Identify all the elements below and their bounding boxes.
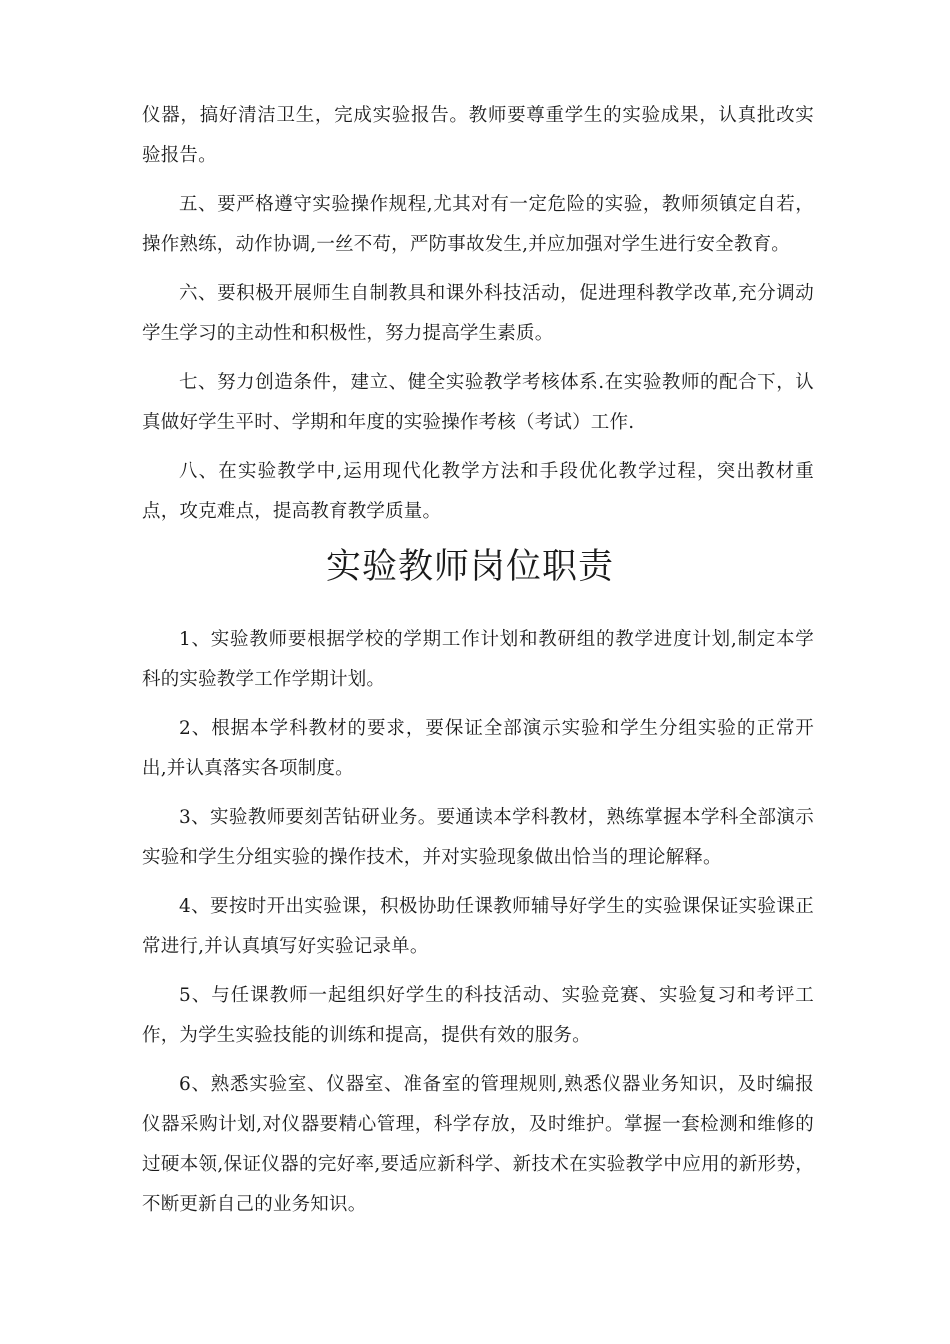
rule-five: 五、要严格遵守实验操作规程,尤其对有一定危险的实验，教师须镇定自若，操作熟练，动作协调,一丝不苟，严防事故发生,并应加强对学生进行安全教育。	[142, 194, 814, 255]
document-page	[142, 96, 814, 1225]
duty-5: 5、与任课教师一起组织好学生的科技活动、实验竞赛、实验复习和考评工作，为学生实验技能的训练和提高，提供有效的服务。	[142, 985, 814, 1046]
duty-3: 3、实验教师要刻苦钻研业务。要通读本学科教材，熟练掌握本学科全部演示实验和学生分组实验的操作技术，并对实验现象做出恰当的理论解释。	[142, 807, 814, 868]
duty-1: 1、实验教师要根据学校的学期工作计划和教研组的教学进度计划,制定本学科的实验教学工作学期计划。	[142, 629, 814, 690]
rule-eight: 八、在实验教学中,运用现代化教学方法和手段优化教学过程，突出教材重点，攻克难点，提高教育教学质量。	[142, 461, 814, 522]
duty-4: 4、要按时开出实验课，积极协助任课教师辅导好学生的实验课保证实验课正常进行,并认真填写好实验记录单。	[142, 896, 814, 957]
duty-2: 2、根据本学科教材的要求，要保证全部演示实验和学生分组实验的正常开出,并认真落实各项制度。	[142, 718, 814, 779]
duty-6: 6、熟悉实验室、仪器室、准备室的管理规则,熟悉仪器业务知识，及时编报仪器采购计划,对仪器要精心管理，科学存放，及时维护。掌握一套检测和维修的过硬本领,保证仪器的完好率,要适应新科学、新技术在实验教学中应用的新形势，不断更新自己的业务知识。	[142, 1074, 814, 1215]
section-title: 实验教师岗位职责	[325, 547, 614, 587]
rule-seven: 七、努力创造条件，建立、健全实验教学考核体系.在实验教师的配合下，认真做好学生平时、学期和年度的实验操作考核（考试）工作.	[142, 372, 814, 433]
rule-six: 六、要积极开展师生自制教具和课外科技活动，促进理科教学改革,充分调动学生学习的主动性和积极性，努力提高学生素质。	[142, 283, 814, 344]
continuation-paragraph: 仪器，搞好清洁卫生，完成实验报告。教师要尊重学生的实验成果，认真批改实验报告。	[142, 105, 814, 166]
